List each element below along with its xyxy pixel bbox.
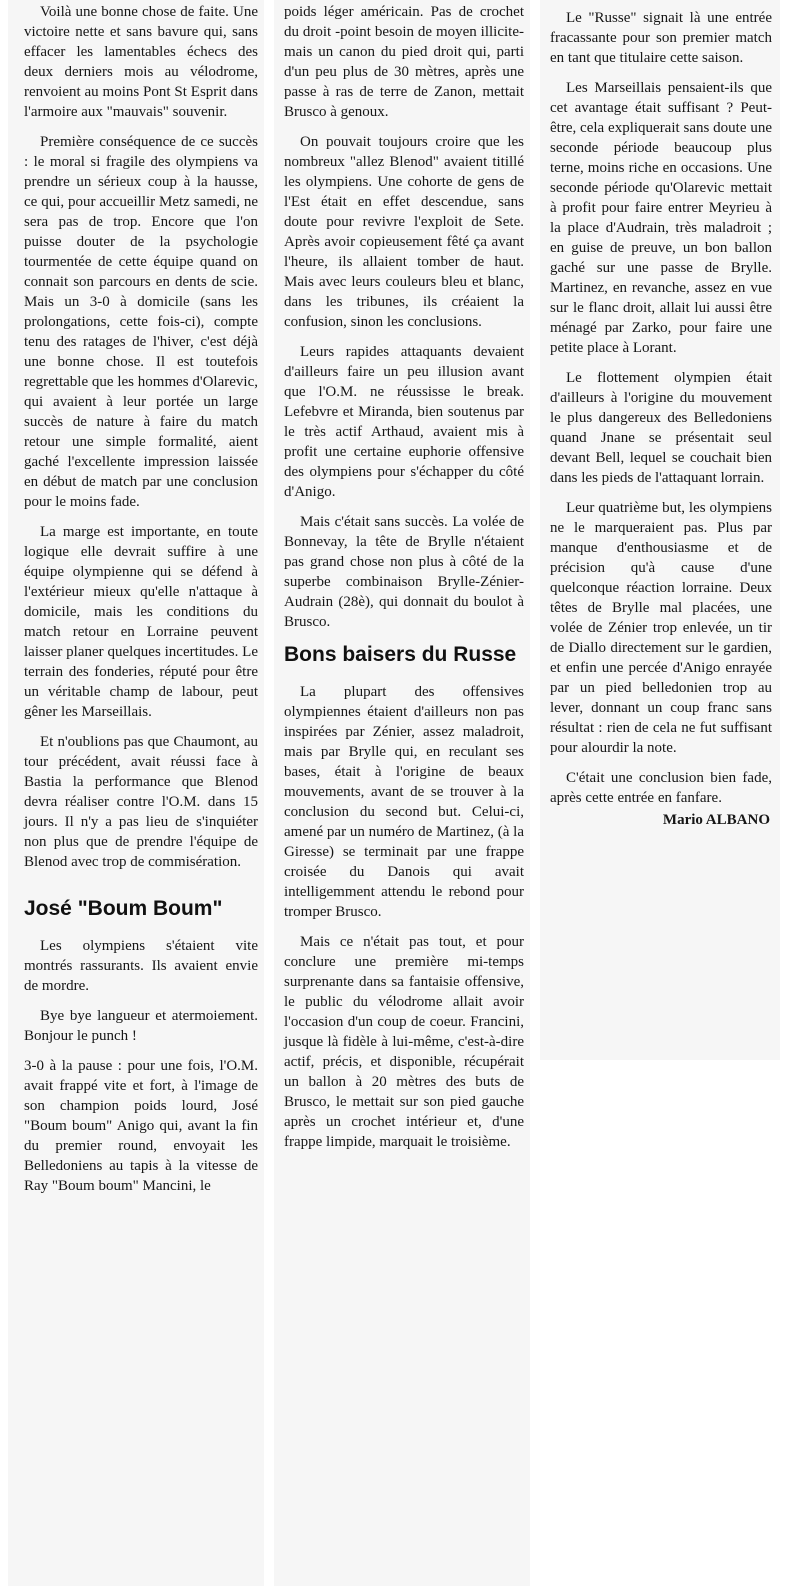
paragraph: Première conséquence de ce succès : le moral si fragile des olympiens va prendre un sérieux coup à la hausse, ce qui, pour accueillir Metz samedi, ne sera pas de trop. Encore que l'on puisse douter de la psychologie tourmentée de cette équipe quand on connait son parcours en dents de scie. Mais un 3-0 à domicile (sans les prolongations, cette fois-ci), compte tenu des ratages de l'hiver, c'est déjà une bonne chose. Il est toutefois regrettable que les hommes d'Olarevic, qui avaient à leur portée un large succès de nature à faire du match retour une simple formalité, aient gaché l'excellente impression laissée en début de match par une conclusion pour le moins fade. [24,134,258,510]
paragraph: 3-0 à la pause : pour une fois, l'O.M. avait frappé vite et fort, à l'image de son champion poids lourd, José "Boum boum" Anigo qui, avant la fin du premier round, envoyait les Belledoniens au tapis à la vitesse de Ray "Boum boum" Mancini, le [24,1058,258,1194]
paragraph: Les Marseillais pensaient-ils que cet avantage était suffisant ? Peut-être, cela expliquerait sans doute une seconde période beaucoup plus terne, moins riche en occasions. Une seconde période qu'Olarevic mettait à profit pour faire entrer Meyrieu à la place d'Audrain, très maladroit ; en guise de preuve, un bon ballon gaché sur une passe de Brylle. Martinez, en revanche, assez en vue sur le flanc droit, allait lui aussi être ménagé par Zarko, pour faire une petite place à Lorant. [550,80,772,356]
paragraph: Le "Russe" signait là une entrée fracassante pour son premier match en tant que titulaire cette saison. [550,10,772,66]
paragraph: Et n'oublions pas que Chaumont, au tour précédent, avait réussi face à Bastia la performance que Blenod devra réaliser contre l'O.M. dans 15 jours. Il n'y a pas lieu de s'inquiéter non plus que de prendre l'équipe de Blenod avec trop de commisération. [24,734,258,870]
paragraph: La plupart des offensives olympiennes étaient d'ailleurs non pas inspirées par Zénier, assez maladroit, mais par Brylle qui, en reculant ses bases, était à l'origine de beaux mouvements, avant de se trouver à la conclusion du second but. Celui-ci, amené par un numéro de Martinez, (à la Giresse) se terminait par une frappe croisée du Danois qui avait intelligemment attendu le rebond pour tromper Brusco. [284,684,524,920]
article-column-1 [8,0,264,1586]
paragraph: Le flottement olympien était d'ailleurs à l'origine du mouvement le plus dangereux des Belledoniens quand Jnane se présentait seul devant Bell, lequel se couchait bien dans les pieds de l'attaquant lorrain. [550,370,772,486]
paragraph: C'était une conclusion bien fade, après cette entrée en fanfare. [550,770,772,806]
subheading-jose-boum-boum: José "Boum Boum" [24,897,223,920]
paragraph: Bye bye langueur et atermoiement. Bonjour le punch ! [24,1008,258,1044]
paragraph: Mais c'était sans succès. La volée de Bonnevay, la tête de Brylle n'étaient pas grand chose non plus à côté de la superbe combinaison Brylle-Zénier-Audrain (28è), qui donnait du boulot à Brusco. [284,514,524,630]
paragraph: On pouvait toujours croire que les nombreux "allez Blenod" avaient titillé les olympiens. Une cohorte de gens de l'Est était en effet descendue, sans doute pour revivre l'exploit de Sete. Après avoir copieusement fêté ça avant l'heure, ils allaient tomber de haut. Mais avec leurs couleurs bleu et blanc, dans les tribunes, ils créaient la confusion, sinon les conclusions. [284,134,524,330]
paragraph: Leur quatrième but, les olympiens ne le marqueraient pas. Plus par manque d'enthousiasme et de précision qu'à cause d'une quelconque réaction lorraine. Deux têtes de Brylle mal placées, une volée de Zénier trop enlevée, un tir de Diallo directement sur le gardien, et enfin une percée d'Anigo enrayée par un pied belledonien trop au lever, donnant un coup franc sans résultat : rien de cela ne fut suffisant pour alourdir la note. [550,500,772,756]
author-signature: Mario ALBANO [662,812,770,828]
paragraph: poids léger américain. Pas de crochet du droit -point besoin de moyen illicite- mais un canon du pied droit qui, parti d'un peu plus de 30 mètres, après une passe à ras de terre de Zanon, mettait Brusco à genoux. [284,4,524,120]
paragraph: Mais ce n'était pas tout, et pour conclure une première mi-temps surprenante dans sa fantaisie offensive, le public du vélodrome allait avoir l'occasion d'un coup de coeur. Francini, jusque là fidèle à lui-même, c'est-à-dire actif, précis, et disponible, récupérait un ballon à 20 mètres des buts de Brusco, le mettait sur son pied gauche après un crochet intérieur et, d'une frappe limpide, marquait le troisième. [284,934,524,1150]
paragraph: Voilà une bonne chose de faite. Une victoire nette et sans bavure qui, sans effacer les lamentables échecs des deux derniers mois au vélodrome, renvoient au moins Pont St Esprit dans l'armoire aux "mauvais" souvenir. [24,4,258,120]
subheading-bons-baisers-du-russe: Bons baisers du Russe [284,643,517,666]
paragraph: Les olympiens s'étaient vite montrés rassurants. Ils avaient envie de mordre. [24,938,258,994]
article-column-2 [274,0,530,1586]
paragraph: La marge est importante, en toute logique elle devrait suffire à une équipe olympienne qui se défend à l'extérieur mieux qu'elle n'attaque à domicile, mais les conditions du match retour en Lorraine peuvent laisser planer quelques incertitudes. Le terrain des fonderies, réputé pour être un véritable champ de labour, peut gêner les Marseillais. [24,524,258,720]
paragraph: Leurs rapides attaquants devaient d'ailleurs faire un peu illusion avant que l'O.M. ne réussisse le break. Lefebvre et Miranda, bien soutenus par le très actif Arthaud, avaient mis à profit une certaine euphorie offensive des olympiens pour s'échapper du côté d'Anigo. [284,344,524,500]
article-column-3 [540,0,780,1060]
